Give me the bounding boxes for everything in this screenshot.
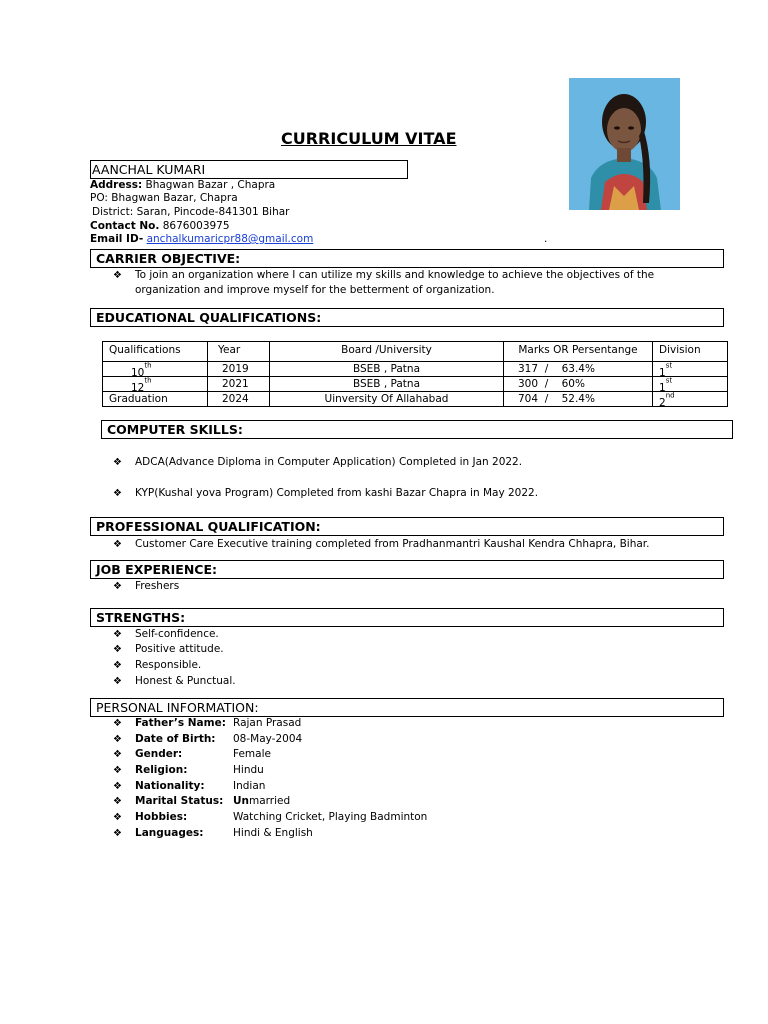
- education-table: [102, 341, 728, 407]
- personal-row-gender: ❖ Gender: Female: [113, 748, 271, 760]
- strength-item: ❖ Positive attitude.: [113, 643, 224, 655]
- email-line: Email ID- anchalkumaricpr88@gmail.com: [90, 233, 314, 245]
- contact-line: Contact No. 8676003975: [90, 220, 230, 232]
- personal-row-religion: ❖ Religion: Hindu: [113, 764, 264, 776]
- table-header-cell: Year: [208, 342, 270, 362]
- table-row: [103, 377, 728, 392]
- email-link[interactable]: anchalkumaricpr88@gmail.com: [146, 233, 314, 245]
- table-header-row: [103, 342, 728, 362]
- section-strengths: STRENGTHS:: [90, 608, 724, 627]
- qual-cell: Graduation: [103, 392, 208, 407]
- year-cell: 2021: [208, 377, 270, 392]
- section-carrier-objective: CARRIER OBJECTIVE:: [90, 249, 724, 268]
- section-personal-information: PERSONAL INFORMATION:: [90, 698, 724, 717]
- strength-item: ❖ Self-confidence.: [113, 628, 219, 640]
- section-professional-qualification: PROFESSIONAL QUALIFICATION:: [90, 517, 724, 536]
- personal-row-hobbies: ❖ Hobbies: Watching Cricket, Playing Badminton: [113, 811, 428, 823]
- qual-cell: 12th: [103, 377, 208, 392]
- personal-row-nationality: ❖ Nationality: Indian: [113, 780, 266, 792]
- address-line: Address: Bhagwan Bazar , Chapra: [90, 179, 276, 191]
- computer-skill-item: ❖ ADCA(Advance Diploma in Computer Application) Completed in Jan 2022.: [113, 456, 523, 468]
- section-computer-skills: COMPUTER SKILLS:: [101, 420, 733, 439]
- profile-photo: [569, 78, 680, 210]
- job-item: ❖ Freshers: [113, 580, 180, 592]
- marks-cell: 704 / 52.4%: [504, 392, 653, 407]
- division-cell: 1st: [653, 377, 728, 392]
- table-header-cell: Division: [653, 342, 728, 362]
- section-educational-qualifications: EDUCATIONAL QUALIFICATIONS:: [90, 308, 724, 327]
- qual-cell: 10th: [103, 362, 208, 377]
- board-cell: Uinversity Of Allahabad: [270, 392, 504, 407]
- computer-skill-item: ❖ KYP(Kushal yova Program) Completed from kashi Bazar Chapra in May 2022.: [113, 487, 539, 499]
- trailing-dot: .: [544, 233, 548, 245]
- board-cell: BSEB , Patna: [270, 377, 504, 392]
- year-cell: 2024: [208, 392, 270, 407]
- po-line: PO: Bhagwan Bazar, Chapra: [90, 192, 238, 204]
- strength-item: ❖ Responsible.: [113, 659, 202, 671]
- division-cell: 2nd: [653, 392, 728, 407]
- section-job-experience: JOB EXPERIENCE:: [90, 560, 724, 579]
- marks-cell: 300 / 60%: [504, 377, 653, 392]
- candidate-name: AANCHAL KUMARI: [90, 160, 408, 179]
- marks-cell: 317 / 63.4%: [504, 362, 653, 377]
- table-header-cell: Qualifications: [103, 342, 208, 362]
- division-cell: 1st: [653, 362, 728, 377]
- year-cell: 2019: [208, 362, 270, 377]
- personal-row-marital: ❖ Marital Status: Unmarried: [113, 795, 291, 807]
- table-row: [103, 362, 728, 377]
- district-line: District: Saran, Pincode-841301 Bihar: [92, 206, 290, 218]
- table-header-cell: Marks OR Persentange: [504, 342, 653, 362]
- table-header-cell: Board /University: [270, 342, 504, 362]
- personal-row-dob: ❖ Date of Birth: 08-May-2004: [113, 733, 303, 745]
- personal-row-father: ❖ Father’s Name: Rajan Prasad: [113, 717, 302, 729]
- professional-item: ❖ Customer Care Executive training completed from Pradhanmantri Kaushal Kendra Chhapra, Bihar.: [113, 538, 650, 550]
- table-row: [103, 392, 728, 407]
- board-cell: BSEB , Patna: [270, 362, 504, 377]
- objective-item: ❖ To join an organization where I can utilize my skills and knowledge to achieve the objectives of the organization and improve myself for the betterment of organization.: [113, 269, 655, 296]
- page-title: CURRICULUM VITAE: [281, 129, 457, 148]
- strength-item: ❖ Honest & Punctual.: [113, 675, 236, 687]
- personal-row-languages: ❖ Languages: Hindi & English: [113, 827, 313, 839]
